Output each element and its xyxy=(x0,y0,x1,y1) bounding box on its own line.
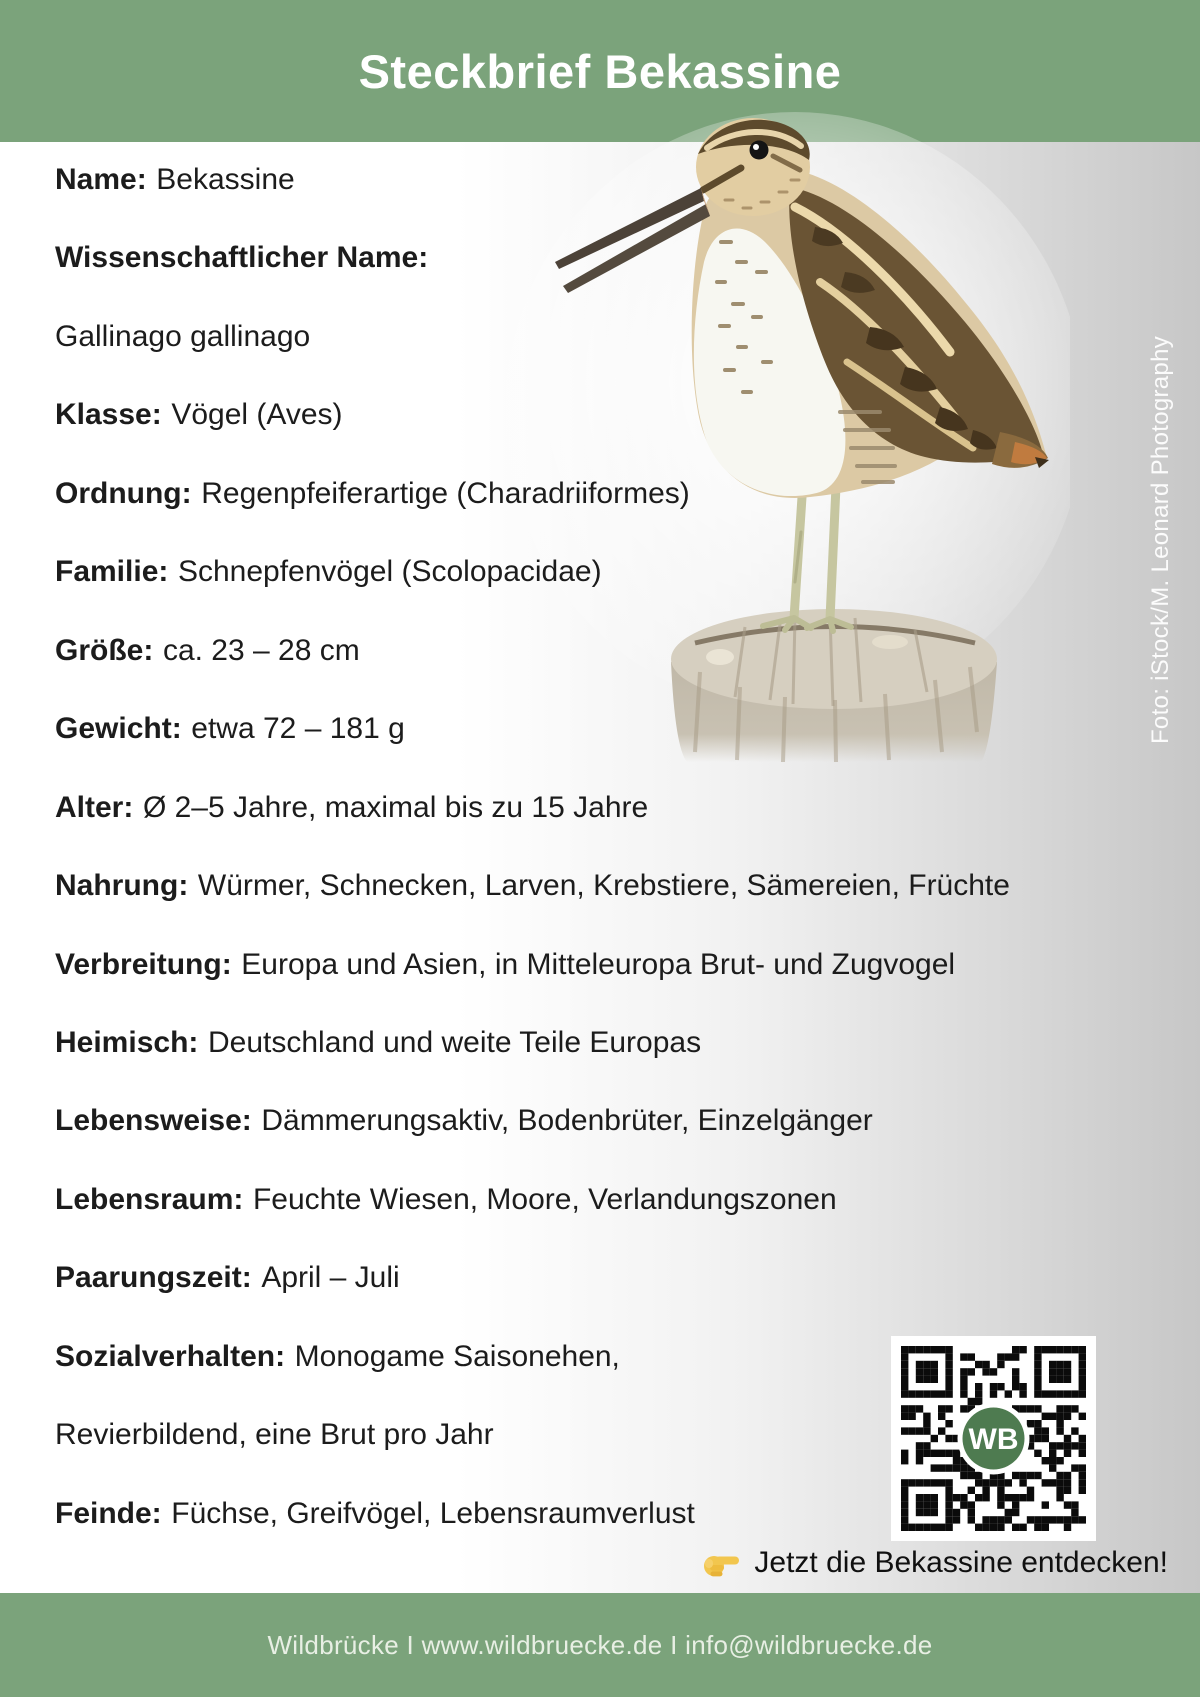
fact-label: Größe: xyxy=(55,634,154,667)
fact-value: Revierbildend, eine Brut pro Jahr xyxy=(55,1418,494,1451)
fact-value: Ø 2–5 Jahre, maximal bis zu 15 Jahre xyxy=(142,791,649,824)
fact-value: Würmer, Schnecken, Larven, Krebstiere, Sämereien, Früchte xyxy=(197,869,1010,902)
fact-value: April – Juli xyxy=(261,1261,400,1294)
fact-value: Vögel (Aves) xyxy=(171,398,343,431)
fact-value: Regenpfeiferartige (Charadriiformes) xyxy=(201,477,690,510)
fact-label: Feinde: xyxy=(55,1497,162,1530)
fact-label: Wissenschaftlicher Name: xyxy=(55,241,429,274)
fact-label: Name: xyxy=(55,163,147,196)
photo-credit: Foto: iStock/M. Leonard Photography xyxy=(1147,335,1174,745)
fact-value: Europa und Asien, in Mitteleuropa Brut- und Zugvogel xyxy=(241,948,956,981)
fact-label: Verbreitung: xyxy=(55,948,232,981)
fact-value: Füchse, Greifvögel, Lebensraumverlust xyxy=(171,1497,695,1530)
fact-label: Klasse: xyxy=(55,398,162,431)
fact-label: Lebensweise: xyxy=(55,1104,252,1137)
pointing-right-hand-icon xyxy=(703,1546,741,1580)
fact-value: Deutschland und weite Teile Europas xyxy=(207,1026,702,1059)
snipe-photo xyxy=(495,112,1070,762)
fact-value: Gallinago gallinago xyxy=(55,320,311,353)
qr-pattern xyxy=(901,1346,1086,1531)
fact-value: Schnepfenvögel (Scolopacidae) xyxy=(177,555,602,588)
fact-value: Monogame Saisonehen, xyxy=(294,1340,620,1373)
cta-text: Jetzt die Bekassine entdecken! xyxy=(754,1546,1168,1579)
cta-line xyxy=(703,1541,1168,1585)
page-title: Steckbrief Bekassine xyxy=(358,44,842,98)
svg-text:WB: WB xyxy=(968,1423,1019,1456)
fact-label: Gewicht: xyxy=(55,712,182,745)
footer-contact-text: Wildbrücke I www.wildbruecke.de I info@wildbruecke.de xyxy=(267,1629,933,1660)
fact-label: Nahrung: xyxy=(55,869,189,902)
fact-label: Sozialverhalten: xyxy=(55,1340,286,1373)
fact-value: Bekassine xyxy=(156,163,295,196)
fact-value: Dämmerungsaktiv, Bodenbrüter, Einzelgänger xyxy=(261,1104,873,1137)
fact-label: Familie: xyxy=(55,555,169,588)
qr-code xyxy=(891,1336,1096,1541)
footer-bar xyxy=(0,1593,1200,1697)
fact-value: Feuchte Wiesen, Moore, Verlandungszonen xyxy=(252,1183,837,1216)
fact-label: Heimisch: xyxy=(55,1026,199,1059)
fact-label: Paarungszeit: xyxy=(55,1261,252,1294)
fact-label: Ordnung: xyxy=(55,477,192,510)
fact-label: Alter: xyxy=(55,791,134,824)
fact-label: Lebensraum: xyxy=(55,1183,244,1216)
fact-value: etwa 72 – 181 g xyxy=(191,712,405,745)
fact-value: ca. 23 – 28 cm xyxy=(162,634,360,667)
